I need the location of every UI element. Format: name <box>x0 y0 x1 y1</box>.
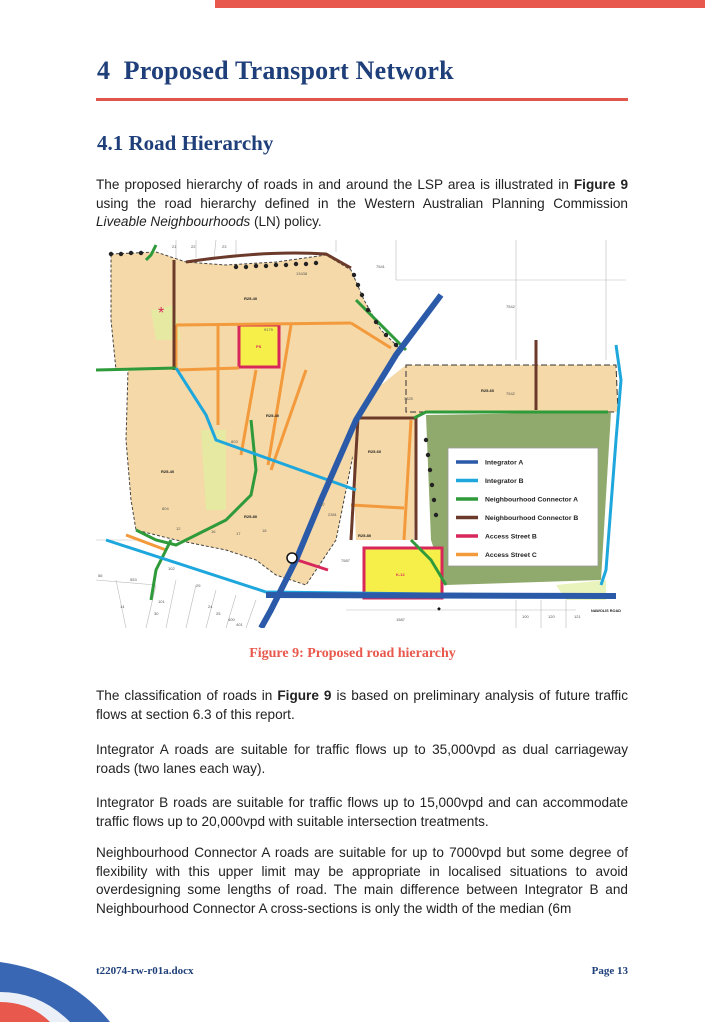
svg-text:12: 12 <box>176 526 181 531</box>
svg-text:400: 400 <box>228 617 235 622</box>
svg-text:30: 30 <box>154 611 159 616</box>
svg-text:25: 25 <box>216 611 221 616</box>
zone-label: R25-80 <box>358 533 372 538</box>
zone-label: R25-60 <box>481 388 495 393</box>
zone-label: R25-60 <box>368 449 382 454</box>
svg-text:101: 101 <box>158 599 165 604</box>
heading-rule <box>96 98 628 101</box>
subsection-title: Road Hierarchy <box>128 131 274 155</box>
svg-text:24: 24 <box>208 604 213 609</box>
svg-text:29: 29 <box>196 583 201 588</box>
body-paragraph-2: Integrator A roads are suitable for traffic flows up to 35,000vpd as dual carriageway roads (two lanes each way). <box>96 742 628 776</box>
svg-text:804: 804 <box>162 506 169 511</box>
school-label: K-12 <box>396 572 405 577</box>
lsp-area-northeast <box>406 365 618 412</box>
svg-text:2381: 2381 <box>328 512 337 517</box>
section-heading <box>97 56 454 86</box>
body-paragraph-1: The classification of roads in Figure 9 is based on preliminary analysis of future traffic flows at section 6.3 of this report. <box>96 688 629 722</box>
svg-text:7542: 7542 <box>506 391 515 396</box>
svg-text:7587: 7587 <box>341 558 350 563</box>
top-accent-bar <box>215 0 705 8</box>
body-paragraph-4: Neighbourhood Connector A roads are suitable for up to 7000vpd but some degree of flexibility with this upper limit may be appropriate in localised situations to avoid overdesigning some lengths of road. The main difference between Integrator B and Neighbourhood Connector A cross-sections is only the width of the median (6m <box>96 845 628 916</box>
zone-label: R25-40 <box>161 469 175 474</box>
svg-text:7541: 7541 <box>376 264 385 269</box>
svg-text:3325: 3325 <box>404 396 413 401</box>
svg-text:100: 100 <box>522 614 529 619</box>
subsection-heading <box>97 131 273 156</box>
body-paragraph-3: Integrator B roads are suitable for traffic flows up to 15,000vpd and can accommodate traffic flows up to 20,000vpd with suitable intersection treatments. <box>96 795 628 829</box>
svg-text:121: 121 <box>574 614 581 619</box>
svg-text:1587: 1587 <box>396 617 405 622</box>
svg-text:56: 56 <box>98 573 103 578</box>
svg-text:21: 21 <box>172 244 177 249</box>
zone-label: R25-40 <box>266 413 280 418</box>
legend-label: Neighbourhood Connector A <box>485 496 579 504</box>
figure-caption: Figure 9: Proposed road hierarchy <box>249 646 456 661</box>
svg-text:553: 553 <box>130 577 137 582</box>
svg-text:16: 16 <box>211 529 216 534</box>
svg-text:13438: 13438 <box>296 271 308 276</box>
section-title: Proposed Transport Network <box>123 56 454 85</box>
svg-text:2307: 2307 <box>316 502 325 507</box>
legend-label: Access Street C <box>485 552 537 559</box>
intro-paragraph: The proposed hierarchy of roads in and around the LSP area is illustrated in Figure 9 using the road hierarchy defined in the Western Australian Planning Commission Liveable Neighbourhoods (LN) policy. <box>96 177 629 229</box>
policy-name: Liveable Neighbourhoods <box>96 214 251 229</box>
school-label: PS <box>256 344 262 349</box>
svg-text:7542: 7542 <box>506 304 515 309</box>
page-number: Page 13 <box>591 965 628 977</box>
road-name-label: NAWOLIS ROAD <box>591 609 621 613</box>
legend-label: Access Street B <box>485 533 537 541</box>
zone-label: R25-80 <box>244 514 258 519</box>
road-hierarchy-map <box>96 240 626 628</box>
svg-text:9179: 9179 <box>264 327 273 332</box>
svg-text:14: 14 <box>120 604 125 609</box>
svg-text:102: 102 <box>168 566 175 571</box>
corner-swoosh-graphic <box>0 962 110 1022</box>
subsection-number: 4.1 <box>97 131 124 155</box>
north-arrow-icon: ⬩ <box>437 603 441 615</box>
asterisk-marker: * <box>158 305 165 322</box>
legend-label: Neighbourhood Connector B <box>485 515 579 522</box>
svg-text:17: 17 <box>236 531 241 536</box>
legend-label: Integrator B <box>485 478 524 485</box>
document-filename: t22074-rw-r01a.docx <box>96 965 194 977</box>
svg-text:401: 401 <box>236 622 243 627</box>
zone-label: R25-40 <box>244 296 258 301</box>
svg-text:22: 22 <box>191 244 196 249</box>
svg-text:120: 120 <box>548 614 555 619</box>
svg-text:18: 18 <box>262 528 267 533</box>
svg-text:23: 23 <box>222 244 227 249</box>
section-number: 4 <box>97 56 111 85</box>
legend-label: Integrator A <box>485 459 524 467</box>
svg-text:803: 803 <box>231 439 238 444</box>
figure-reference: Figure 9 <box>573 177 629 192</box>
figure-reference: Figure 9 <box>277 688 332 703</box>
roundabout-icon <box>287 553 297 563</box>
